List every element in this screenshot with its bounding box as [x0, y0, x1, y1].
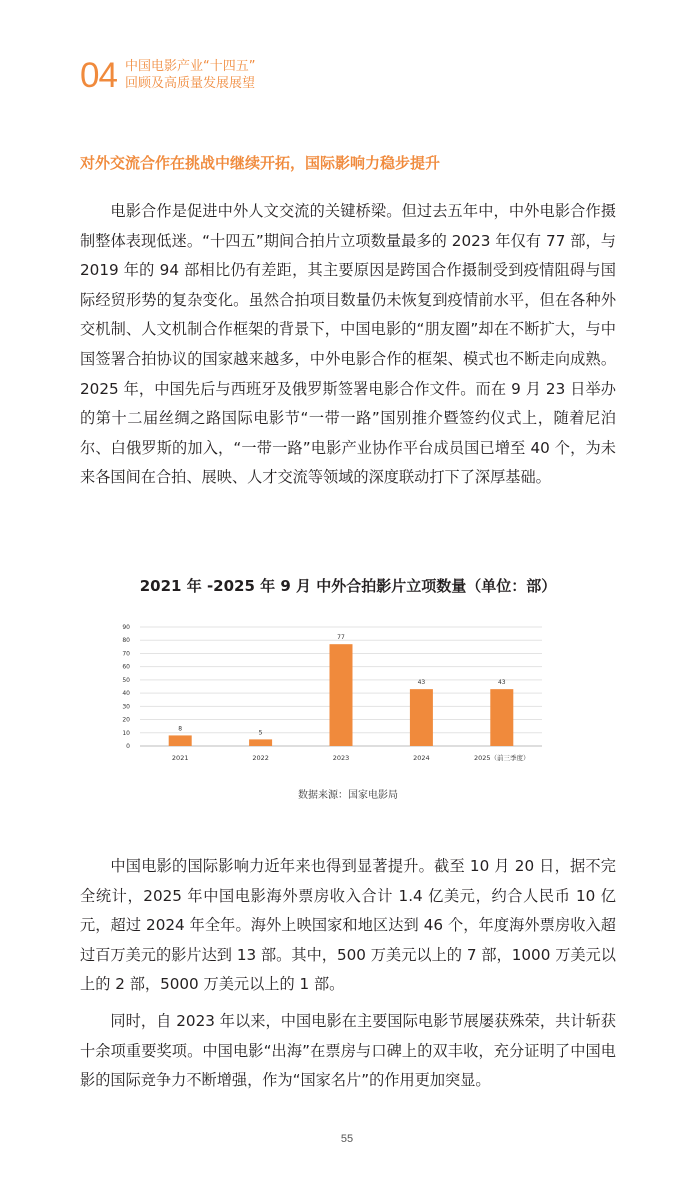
bar-value-label: 43	[417, 679, 426, 687]
data-source: 数据来源：国家电影局	[298, 790, 398, 801]
y-tick-label: 80	[122, 637, 130, 645]
x-tick-label: 2024	[413, 754, 430, 762]
chart-title: 2021 年 -2025 年 9 月 中外合拍影片立项数量（单位：部）	[139, 577, 557, 595]
chapter-title	[125, 58, 385, 92]
y-tick-label: 50	[122, 676, 130, 684]
chapter-number: 04	[80, 56, 117, 95]
chapter-title-line1: 中国电影产业“十四五”	[125, 59, 256, 74]
y-tick-label: 60	[122, 663, 130, 671]
bar-4	[490, 689, 513, 746]
paragraph-3: 同时，自 2023 年以来，中国电影在主要国际电影节展屡获殊荣，共计斩获十余项重要奖项。中国电影“出海”在票房与口碑上的双丰收，充分证明了中国电影的国际竞争力不断增强，作为“国家名片”的作用更加突显。	[80, 1012, 616, 1090]
y-tick-label: 70	[122, 650, 130, 658]
chapter-title-line2: 回顾及高质量发展展望	[125, 76, 256, 91]
y-tick-label: 30	[122, 703, 130, 711]
x-tick-label: 2025（前三季度）	[474, 754, 530, 762]
paragraph-2: 中国电影的国际影响力近年来也得到显著提升。截至 10 月 20 日，据不完全统计，2025 年中国电影海外票房收入合计 1.4 亿美元，约合人民币 10 亿元，超过 2024 年全年。海外上映国家和地区达到 46 个，年度海外票房收入超过百万美元的影片达到 13 部。其中，500 万美元以上的 7 部，1000 万美元以上的 2 部，5000 万美元以上的 1 部。	[80, 857, 616, 994]
y-tick-label: 90	[122, 624, 130, 631]
bar-value-label: 77	[337, 634, 345, 642]
y-tick-label: 40	[122, 690, 130, 698]
x-tick-label: 2021	[171, 754, 189, 762]
paragraph-1: 电影合作是促进中外人文交流的关键桥梁。但过去五年中，中外电影合作摄制整体表现低迷。“十四五”期间合拍片立项数量最多的 2023 年仅有 77 部，与 2019 年的 94 部相比仍有差距，其主要原因是跨国合作摄制受到疫情阻碍与国际经贸形势的复杂变化。虽然合拍项目数量仍未恢复到疫情前水平，但在各种外交机制、人文机制合作框架的背景下，中国电影的“朋友圈”却在不断扩大，与中国签署合拍协议的国家越来越多，中外电影合作的框架、模式也不断走向成熟。2025 年，中国先后与西班牙及俄罗斯签署电影合作文件。而在 9 月 23 日举办的第十二届丝绸之路国际电影节“一带一路”国别推介暨签约仪式上，随着尼泊尔、白俄罗斯的加入，“一带一路”电影产业协作平台成员国已增至 40 个，为未来各国间在合拍、展映、人才交流等领域的深度联动打下了深厚基础。	[80, 202, 616, 487]
page-number: 55	[340, 1133, 354, 1145]
y-tick-label: 10	[122, 729, 130, 737]
y-tick-label: 20	[122, 716, 130, 724]
bar-1	[249, 739, 272, 746]
x-tick-label: 2022	[252, 754, 269, 762]
x-tick-label: 2023	[332, 754, 350, 762]
bar-value-label: 43	[497, 679, 506, 687]
bar-2	[330, 644, 353, 746]
bar-value-label: 5	[258, 729, 263, 737]
bar-0	[169, 735, 192, 746]
section-heading: 对外交流合作在挑战中继续开拓，国际影响力稳步提升	[80, 154, 441, 172]
y-tick-label: 0	[126, 743, 130, 750]
bar-chart	[110, 615, 550, 773]
bar-value-label: 8	[178, 725, 183, 733]
bar-3	[410, 689, 433, 746]
